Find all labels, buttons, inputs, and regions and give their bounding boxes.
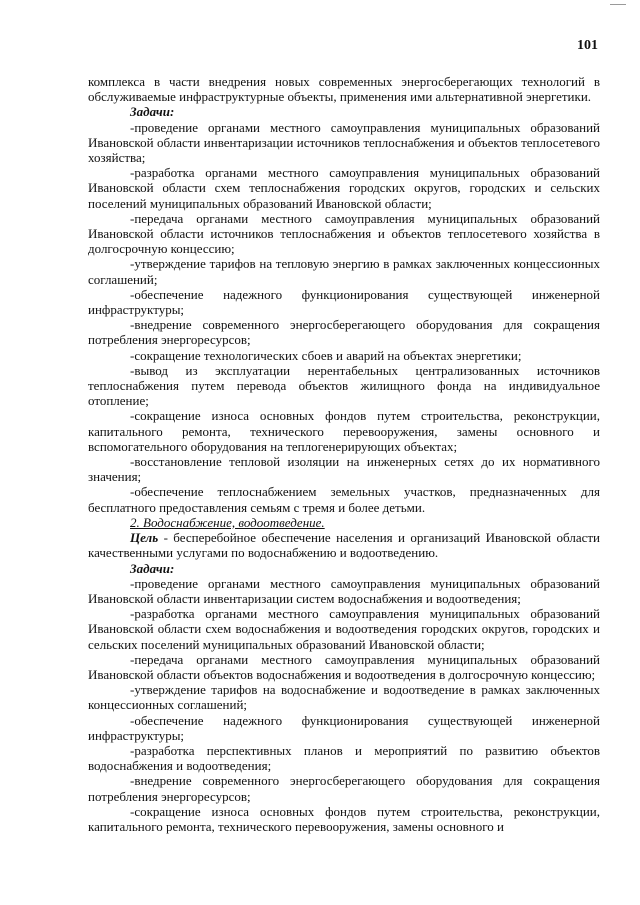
section1-task-item: -обеспечение теплоснабжением земельных участков, предназначенных для бесплатного предоставления семьям с тремя и более детьми. [88,484,600,515]
section1-task-item: -проведение органами местного самоуправления муниципальных образований Ивановской области инвентаризации источников теплоснабжения и объектов теплосетевого хозяйства; [88,119,600,166]
section2-task-item: -разработка перспективных планов и мероприятий по развитию объектов водоснабжения и водоотведения; [88,742,600,774]
document-body [88,74,600,834]
section1-task-item: -сокращение износа основных фондов путем строительства, реконструкции, капитального ремонта, технического перевооружения, замены основного и вспомогательного оборудования на теплогенерирующих объектах; [88,408,600,454]
goal-text: - бесперебойное обеспечение населения и организаций Ивановской области качественными услугами по водоснабжению и водоотведению. [88,530,600,561]
section2-task-item: -разработка органами местного самоуправления муниципальных образований Ивановской области схем водоснабжения и водоотведения городских округов, городских и сельских поселений муниципальных образований Ивановской области; [88,606,600,652]
goal-label: Цель [130,530,159,546]
section1-task-item: -вывод из эксплуатации нерентабельных централизованных источников теплоснабжения путем перевода объектов жилищного фонда на индивидуальное отопление; [88,362,600,409]
section1-task-item: -внедрение современного энергосберегающего оборудования для сокращения потребления энергоресурсов; [88,317,600,348]
section1-task-item: -восстановление тепловой изоляции на инженерных сетях до их нормативного значения; [88,454,600,485]
section1-task-item: -обеспечение надежного функционирования существующей инженерной инфраструктуры; [88,286,600,318]
section1-tasks-heading: Задачи: [130,104,175,120]
section2-title: 2. Водоснабжение, водоотведение. [130,514,325,530]
section1-task-item: -утверждение тарифов на тепловую энергию в рамках заключенных концессионных соглашений; [88,256,600,287]
page-number: 101 [577,38,598,53]
section2-task-item: -проведение органами местного самоуправления муниципальных образований Ивановской области инвентаризации систем водоснабжения и водоотведения; [88,575,600,606]
scan-corner-mark [610,4,626,5]
section2-tasks-heading: Задачи: [130,560,175,576]
section2-task-item: -внедрение современного энергосберегающего оборудования для сокращения потребления энергоресурсов; [88,773,600,804]
section1-task-item: -сокращение технологических сбоев и аварий на объектах энергетики; [130,347,522,363]
section2-task-item: -обеспечение надежного функционирования существующей инженерной инфраструктуры; [88,712,600,743]
intro-paragraph: комплекса в части внедрения новых современных энергосберегающих технологий в обслуживаемые инфраструктурные объекты, применения ими альтернативной энергетики. [88,74,600,105]
section2-task-item: -передача органами местного самоуправления муниципальных образований Ивановской области объектов водоснабжения и водоотведения в долгосрочную концессию; [88,651,600,682]
section1-task-item: -разработка органами местного самоуправления муниципальных образований Ивановской области схем теплоснабжения городских округов, городских и сельских поселений муниципальных образований Ивановской области; [88,165,600,211]
section1-task-item: -передача органами местного самоуправления муниципальных образований Ивановской области источников теплоснабжения и объектов теплосетевого хозяйства в долгосрочную концессию; [88,210,600,257]
section2-task-item: -сокращение износа основных фондов путем строительства, реконструкции, капитального ремонта, технического перевооружения, замены основного и [88,803,600,834]
section2-goal [88,530,600,560]
section2-task-item: -утверждение тарифов на водоснабжение и водоотведение в рамках заключенных концессионных соглашений; [88,682,600,713]
